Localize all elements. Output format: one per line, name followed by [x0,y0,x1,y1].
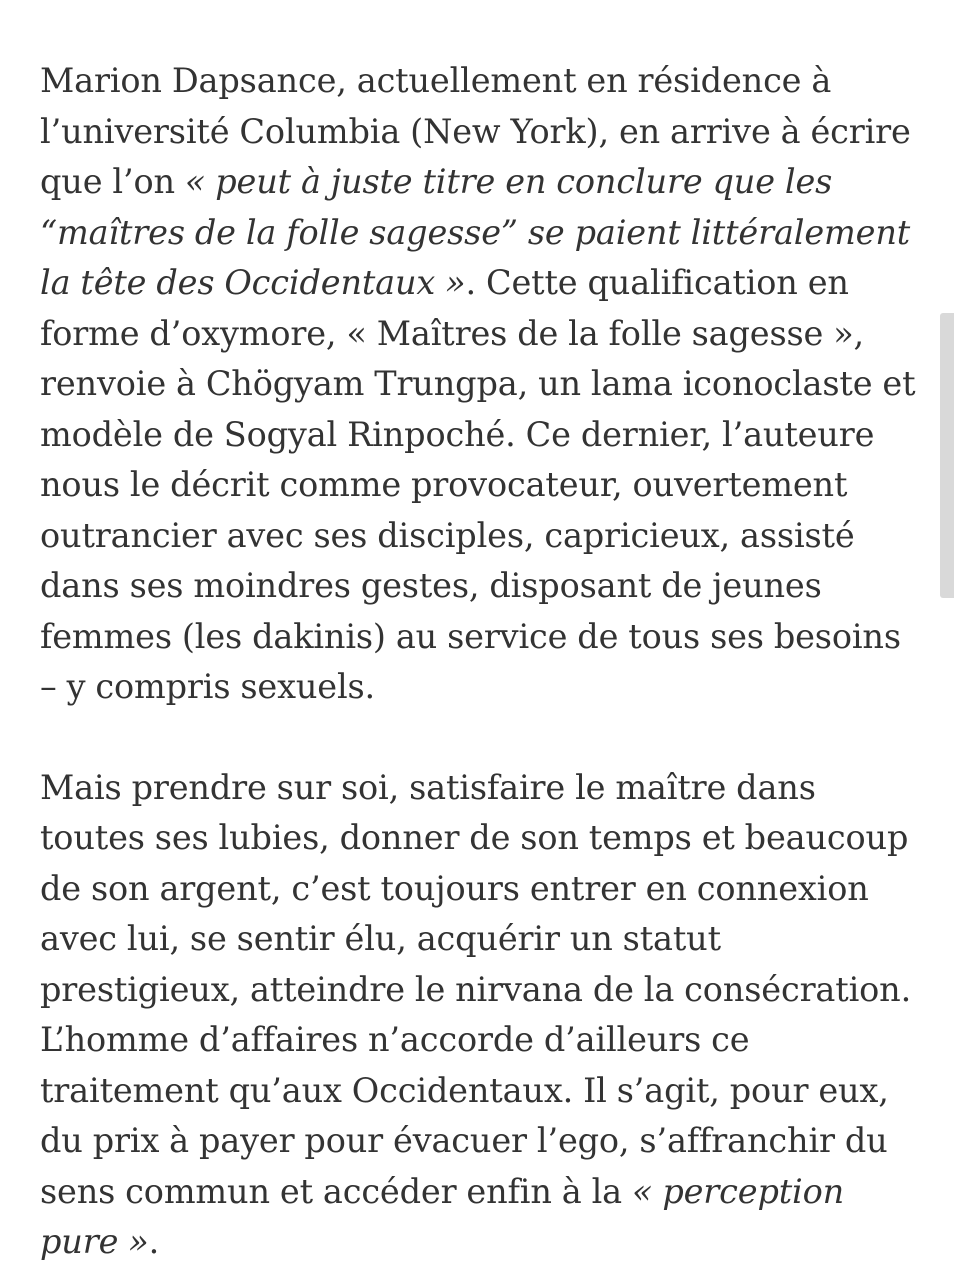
article-body [40,56,920,1268]
paragraph-2-text-end: . [148,1222,160,1261]
vertical-scrollbar[interactable] [940,313,954,598]
paragraph-1-italic-quote: « peut à juste titre en conclure que les “maîtres de la folle sagesse” se paient littéralement la tête des Occidentaux » [40,162,911,302]
paragraph-2-text-start: Mais prendre sur soi, satisfaire le maître dans toutes ses lubies, donner de son temps et beaucoup de son argent, c’est toujours entrer en connexion avec lui, se sentir élu, acquérir un statut prestigieux, atteindre le nirvana de la consécration. L’homme d’affaires n’accorde d’ailleurs ce traitement qu’aux Occidentaux. Il s’agit, pour eux, du prix à payer pour évacuer l’ego, s’affranchir du sens commun et accéder enfin à la [40,767,912,1211]
paragraph-1-text-end: . Cette qualification en forme d’oxymore, « Maîtres de la folle sagesse », renvoie à Chögyam Trungpa, un lama iconoclaste et modèle de Sogyal Rinpoché. Ce dernier, l’auteure nous le décrit comme provocateur, ouvertement outrancier avec ses disciples, capricieux, assisté dans ses moindres gestes, disposant de jeunes femmes (les dakinis) au service de tous ses besoins – y compris sexuels. [40,263,916,706]
article-paragraph-2 [40,763,920,1268]
paragraph-1-text-start: Marion Dapsance, actuellement en résidence à l’université Columbia (New York), en arrive à écrire que l’on [40,61,911,201]
article-paragraph-1 [40,56,920,713]
paragraph-2-italic-quote: « perception pure » [40,1171,845,1261]
